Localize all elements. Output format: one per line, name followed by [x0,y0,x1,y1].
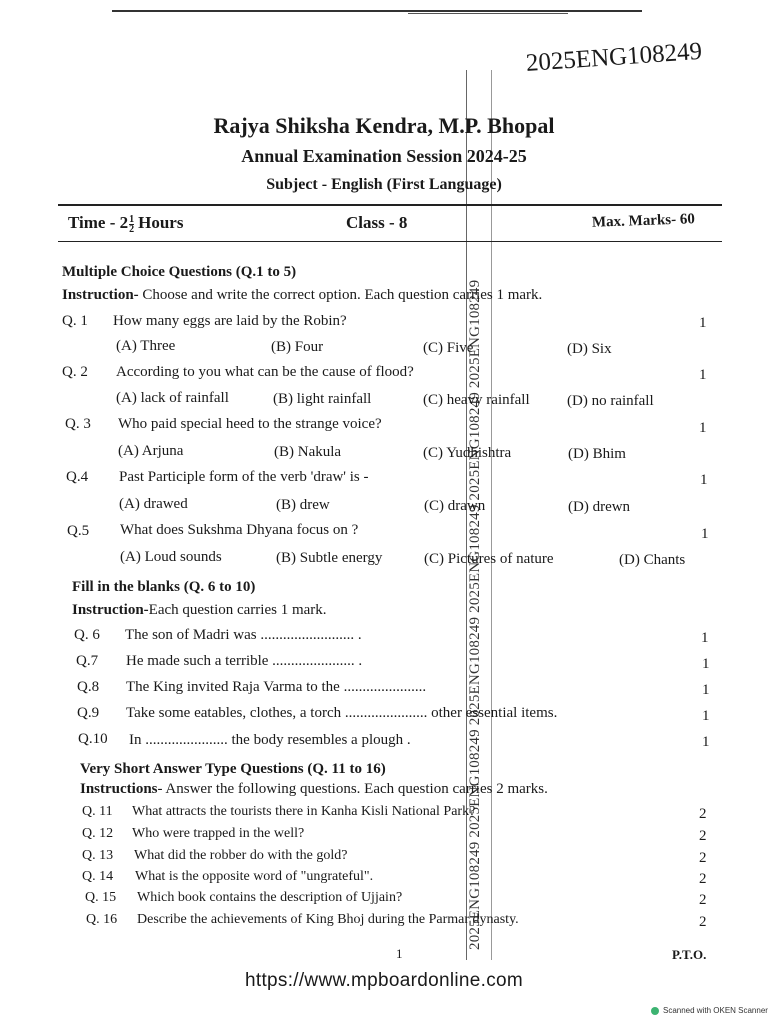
option-d: (D) no rainfall [567,393,654,409]
time-fraction [129,215,134,234]
question-mark: 2 [699,914,707,930]
question-mark: 1 [701,630,709,646]
question-number: Q.7 [76,653,99,669]
question-mark: 1 [699,420,707,436]
time-fraction-numerator: 1 [129,213,135,225]
option-b: (B) Four [271,339,324,355]
max-marks-info: Max. Marks- 60 [591,211,696,231]
question-number: Q. 14 [82,869,114,884]
top-edge-line [112,10,642,12]
option-d: (D) Bhim [568,446,626,462]
option-b: (B) Nakula [274,444,342,460]
question-text: What attracts the tourists there in Kanha Kisli National Park? [132,804,476,819]
time-label: Time - 2 [68,213,129,232]
question-number: Q. 6 [74,627,100,643]
pto-label: P.T.O. [672,947,707,962]
question-number: Q. 15 [85,890,117,905]
fill-instruction [72,602,327,619]
time-info [68,213,183,234]
option-a: (A) Loud sounds [120,549,222,565]
scanner-credit-text: Scanned with OKEN Scanner [663,1006,768,1015]
question-text: Which book contains the description of Ujjain? [137,890,403,905]
watermark-text: 2025ENG108249 2025ENG108249 2025ENG108249 2025ENG108249 2025ENG108249 2025ENG108249 [467,279,483,950]
question-mark: 2 [699,871,707,887]
question-number: Q. 3 [65,416,91,432]
question-number: Q. 13 [82,848,114,863]
page-number: 1 [396,946,403,961]
question-mark: 1 [702,682,710,698]
question-number: Q.4 [66,469,89,485]
paper-code: 2025ENG108249 [525,37,703,78]
fill-instruction-label: Instruction- [72,602,149,618]
fill-instruction-text: Each question carries 1 mark. [148,602,327,618]
class-info: Class - 8 [346,213,408,232]
question-mark: 1 [699,315,707,331]
question-number: Q. 1 [62,313,88,329]
question-mark: 1 [702,656,710,672]
fill-heading-text: Fill in the blanks [72,579,180,595]
question-mark: 2 [699,806,707,822]
scanner-credit [651,1006,768,1015]
vsa-section-heading [80,761,386,778]
option-c: (C) drawn [424,498,486,514]
vsa-heading-text: Very Short Answer Type Questions [80,761,304,777]
question-mark: 1 [702,708,710,724]
question-number: Q. 16 [86,912,118,927]
option-b: (B) Subtle energy [276,550,383,566]
option-c: (C) heavy rainfall [423,392,530,408]
time-fraction-denominator: 2 [129,223,135,235]
vsa-instruction-label: Instructions [80,781,158,797]
question-number: Q.8 [77,679,100,695]
vsa-instruction-text: - Answer the following questions. Each question carries 2 marks. [157,781,548,797]
question-text: Take some eatables, clothes, a torch ...................... other essential items. [126,705,558,721]
fill-heading-range: (Q. 6 to 10) [183,579,256,595]
header-rule-top [58,204,722,206]
question-mark: 2 [699,850,707,866]
question-text: According to you what can be the cause of flood? [116,364,414,380]
question-text: Describe the achievements of King Bhoj during the Parmar dynasty. [137,912,519,927]
option-d: (D) Six [567,341,612,357]
mcq-section-heading [62,264,296,281]
mcq-instruction-label: Instruction- [62,287,139,303]
option-a: (A) Arjuna [118,443,184,459]
option-b: (B) light rainfall [273,391,372,407]
question-text: Who were trapped in the well? [132,826,305,841]
option-a: (A) Three [116,338,176,354]
question-text: Who paid special heed to the strange voice? [118,416,382,432]
question-text: Past Participle form of the verb 'draw' is - [119,469,369,485]
question-number: Q.9 [77,705,100,721]
question-number: Q.5 [67,523,90,539]
option-c: (C) Five [423,340,474,356]
question-mark: 1 [701,526,709,542]
question-text: What does Sukshma Dhyana focus on ? [120,522,359,538]
question-number: Q. 2 [62,364,88,380]
question-text: He made such a terrible ...................... . [126,653,363,669]
board-title: Rajya Shiksha Kendra, M.P. Bhopal [213,113,555,138]
question-text: The son of Madri was ......................... . [125,627,362,643]
top-edge-line-secondary [408,13,568,14]
question-mark: 2 [699,828,707,844]
vsa-heading-range: (Q. 11 to 16) [307,761,386,777]
question-mark: 1 [700,472,708,488]
footer-url: https://www.mpboardonline.com [245,970,523,991]
scanner-logo-icon [651,1007,659,1015]
mcq-instruction [62,287,542,304]
question-mark: 2 [699,892,707,908]
question-number: Q. 12 [82,826,114,841]
question-text: What did the robber do with the gold? [134,848,348,863]
option-a: (A) lack of rainfall [116,390,229,406]
vsa-instruction [80,781,548,798]
option-d: (D) drewn [568,499,631,515]
question-text: The King invited Raja Varma to the ...................... [126,679,427,695]
question-mark: 1 [702,734,710,750]
session-title: Annual Examination Session 2024-25 [241,146,527,166]
option-c: (C) Yudhishtra [423,445,512,461]
question-number: Q. 11 [82,804,113,819]
mcq-instruction-text: Choose and write the correct option. Each question carries 1 mark. [142,287,543,303]
option-d: (D) Chants [619,552,686,568]
header-rule-bottom [58,241,722,242]
question-text: How many eggs are laid by the Robin? [113,313,347,329]
option-c: (C) Pictures of nature [424,551,554,567]
subject-title: Subject - English (First Language) [266,176,502,193]
time-unit: Hours [138,213,184,232]
fill-section-heading [72,579,255,596]
question-mark: 1 [699,367,707,383]
mcq-heading-range: (Q.1 to 5) [235,264,297,280]
option-b: (B) drew [276,497,330,513]
question-text: In ...................... the body resembles a plough . [129,732,411,748]
question-number: Q.10 [78,731,108,747]
question-text: What is the opposite word of "ungrateful". [135,869,374,884]
mcq-heading-text: Multiple Choice Questions [62,264,233,280]
option-a: (A) drawed [119,496,188,512]
